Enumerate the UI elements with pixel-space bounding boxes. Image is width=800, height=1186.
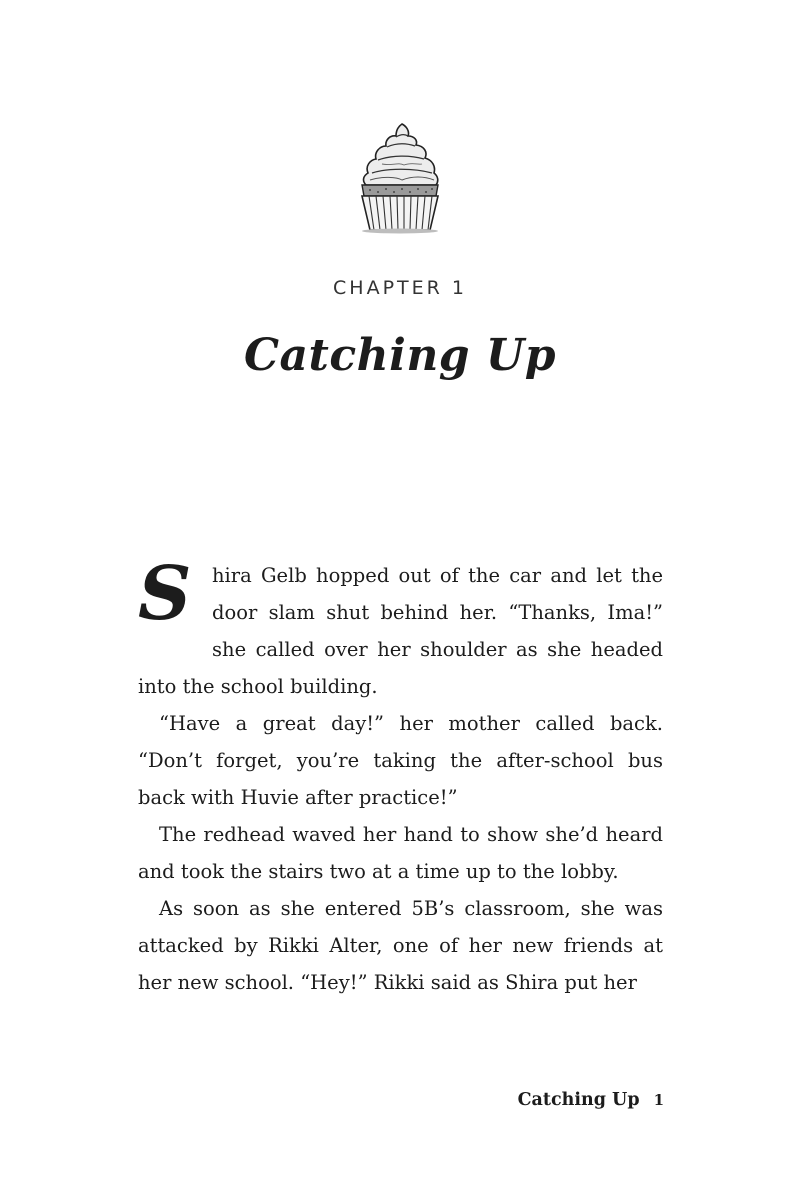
chapter-title: Catching Up (243, 330, 557, 381)
paragraph-1-text: hira Gelb hopped out of the car and let the door slam shut behind her. “Thanks, Ima!” she called over her shoulder as she headed into the school building. (138, 564, 663, 698)
running-title: Catching Up (517, 1090, 640, 1110)
cupcake-icon (352, 118, 448, 234)
page-number: 1 (653, 1091, 664, 1109)
drop-cap: S (138, 551, 192, 637)
running-footer (518, 1090, 664, 1110)
paragraph-4: As soon as she entered 5B’s classroom, she was attacked by Rikki Alter, one of her new friends at her new school. “Hey!” Rikki said as Shira put her (138, 897, 663, 994)
paragraph-1 (138, 551, 663, 705)
chapter-body (138, 551, 663, 1001)
paragraph-2: “Have a great day!” her mother called back. “Don’t forget, you’re taking the after-school bus back with Huvie after practice!” (138, 712, 663, 809)
paragraph-3: The redhead waved her hand to show she’d heard and took the stairs two at a time up to the lobby. (138, 823, 663, 883)
chapter-label: CHAPTER 1 (333, 277, 467, 299)
